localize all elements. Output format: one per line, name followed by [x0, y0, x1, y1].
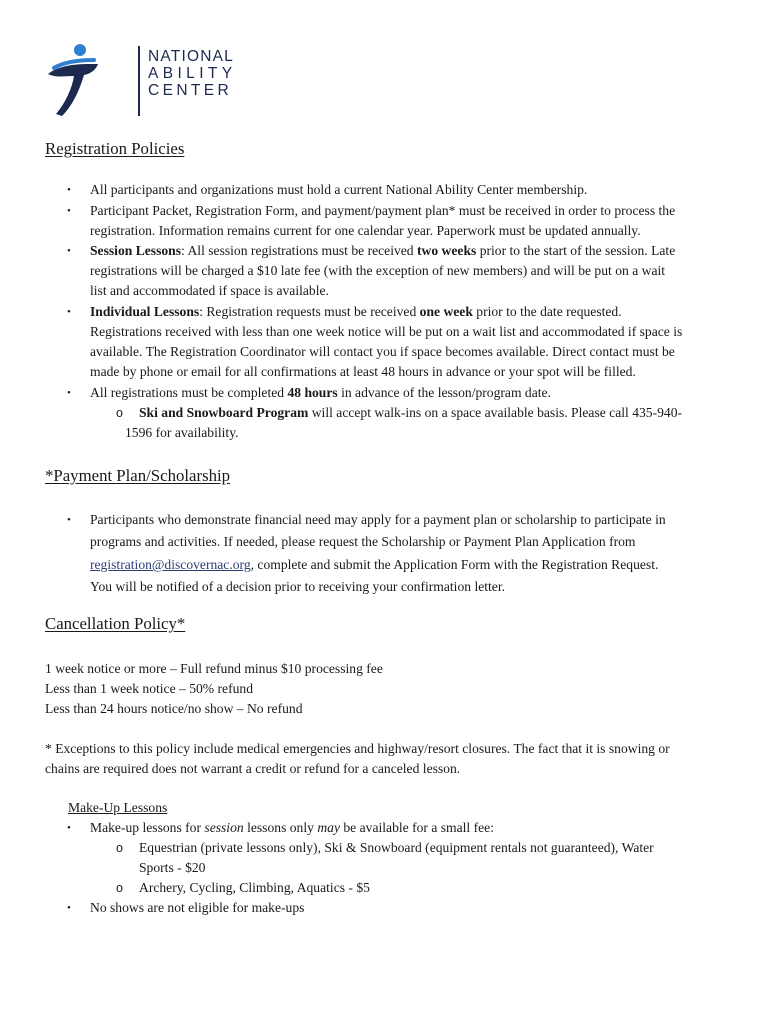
- bullet-icon: •: [67, 205, 71, 217]
- cancellation-rule-1: 1 week notice or more – Full refund minus $10 processing fee: [45, 661, 383, 676]
- make-up-lessons-heading: Make-Up Lessons: [68, 800, 168, 815]
- makeup-subbullet-1-line-2: Sports - $20: [139, 860, 206, 875]
- payment-plan-heading: *Payment Plan/Scholarship: [45, 466, 231, 485]
- makeup-bullet-2: No shows are not eligible for make-ups: [90, 900, 305, 915]
- payment-line-4: You will be notified of a decision prior to receiving your confirmation letter.: [90, 579, 506, 594]
- individual-lessons-label: Individual Lessons: [90, 304, 200, 319]
- bullet-icon: •: [67, 902, 71, 914]
- ski-snowboard-subbullet-line-1: Ski and Snowboard Program will accept walk-ins on a space available basis. Please call 435-940-: [139, 405, 683, 420]
- makeup-subbullet-1-line-1: Equestrian (private lessons only), Ski & Snowboard (equipment rentals not guaranteed), Water: [139, 840, 654, 855]
- athlete-figure-icon: [44, 44, 106, 118]
- registration-bullet-4-line-3: available. The Registration Coordinator will contact you if space becomes available. Direct contact must be: [90, 344, 675, 359]
- bullet-icon: •: [67, 245, 71, 257]
- payment-line-1: Participants who demonstrate financial need may apply for a payment plan or scholarship to participate in: [90, 512, 666, 527]
- registration-policies-heading: Registration Policies: [45, 139, 185, 158]
- logo-wordmark: [148, 48, 237, 99]
- logo-line-3: CENTER: [148, 82, 233, 99]
- registration-bullet-2-line-1: Participant Packet, Registration Form, and payment/payment plan* must be received in order to process the: [90, 203, 676, 218]
- bullet-icon: •: [67, 306, 71, 318]
- registration-bullet-1: All participants and organizations must hold a current National Ability Center membership.: [90, 182, 588, 197]
- national-ability-center-logo: [44, 42, 237, 122]
- sub-bullet-icon: o: [116, 406, 123, 420]
- makeup-subbullet-2: Archery, Cycling, Climbing, Aquatics - $5: [139, 880, 370, 895]
- bullet-icon: •: [67, 514, 71, 526]
- registration-bullet-2-line-2: registration. Information remains current for one calendar year. Paperwork must be updated annually.: [90, 223, 641, 238]
- registration-bullet-3-line-2: registrations will be charged a $10 late fee (with the exception of new members) and will be put on a wait: [90, 263, 666, 278]
- registration-bullet-3-line-3: list and accommodated if space is available.: [90, 283, 329, 298]
- registration-bullet-4-line-1: Individual Lessons: Registration requests must be received one week prior to the date requested.: [90, 304, 622, 319]
- cancellation-note-line-1: * Exceptions to this policy include medical emergencies and highway/resort closures. The fact that it is snowing or: [45, 741, 670, 756]
- payment-line-2: programs and activities. If needed, please request the Scholarship or Payment Plan Application from: [90, 534, 636, 549]
- session-lessons-label: Session Lessons: [90, 243, 182, 258]
- ski-snowboard-subbullet-line-2: 1596 for availability.: [125, 425, 239, 440]
- cancellation-note-line-2: chains are required does not warrant a credit or refund for a canceled lesson.: [45, 761, 461, 776]
- registration-bullet-5: All registrations must be completed 48 hours in advance of the lesson/program date.: [90, 385, 551, 400]
- cancellation-rule-2: Less than 1 week notice – 50% refund: [45, 681, 253, 696]
- cancellation-policy-heading: Cancellation Policy*: [45, 614, 186, 633]
- bullet-icon: •: [67, 387, 71, 399]
- logo-divider: [138, 46, 140, 116]
- sub-bullet-icon: o: [116, 841, 123, 855]
- registration-bullet-3-line-1: Session Lessons: All session registrations must be received two weeks prior to the start of the session. Late: [90, 243, 676, 258]
- registration-email-link[interactable]: registration@discovernac.org: [90, 557, 251, 572]
- registration-bullet-4-line-2: Registrations received with less than one week notice will be put on a wait list and accommodated if space is: [90, 324, 683, 339]
- makeup-bullet-1: Make-up lessons for session lessons only may be available for a small fee:: [90, 820, 494, 835]
- bullet-icon: •: [67, 822, 71, 834]
- registration-bullet-4-line-4: made by phone or email for all confirmations at least 48 hours in advance or your spot will be filled.: [90, 364, 636, 379]
- logo-line-2: ABILITY: [148, 65, 237, 82]
- bullet-icon: •: [67, 184, 71, 196]
- logo-line-1: NATIONAL: [148, 48, 234, 65]
- sub-bullet-icon: o: [116, 881, 123, 895]
- payment-line-3: registration@discovernac.org, complete and submit the Application Form with the Registration Request.: [90, 557, 659, 572]
- cancellation-rule-3: Less than 24 hours notice/no show – No refund: [45, 701, 303, 716]
